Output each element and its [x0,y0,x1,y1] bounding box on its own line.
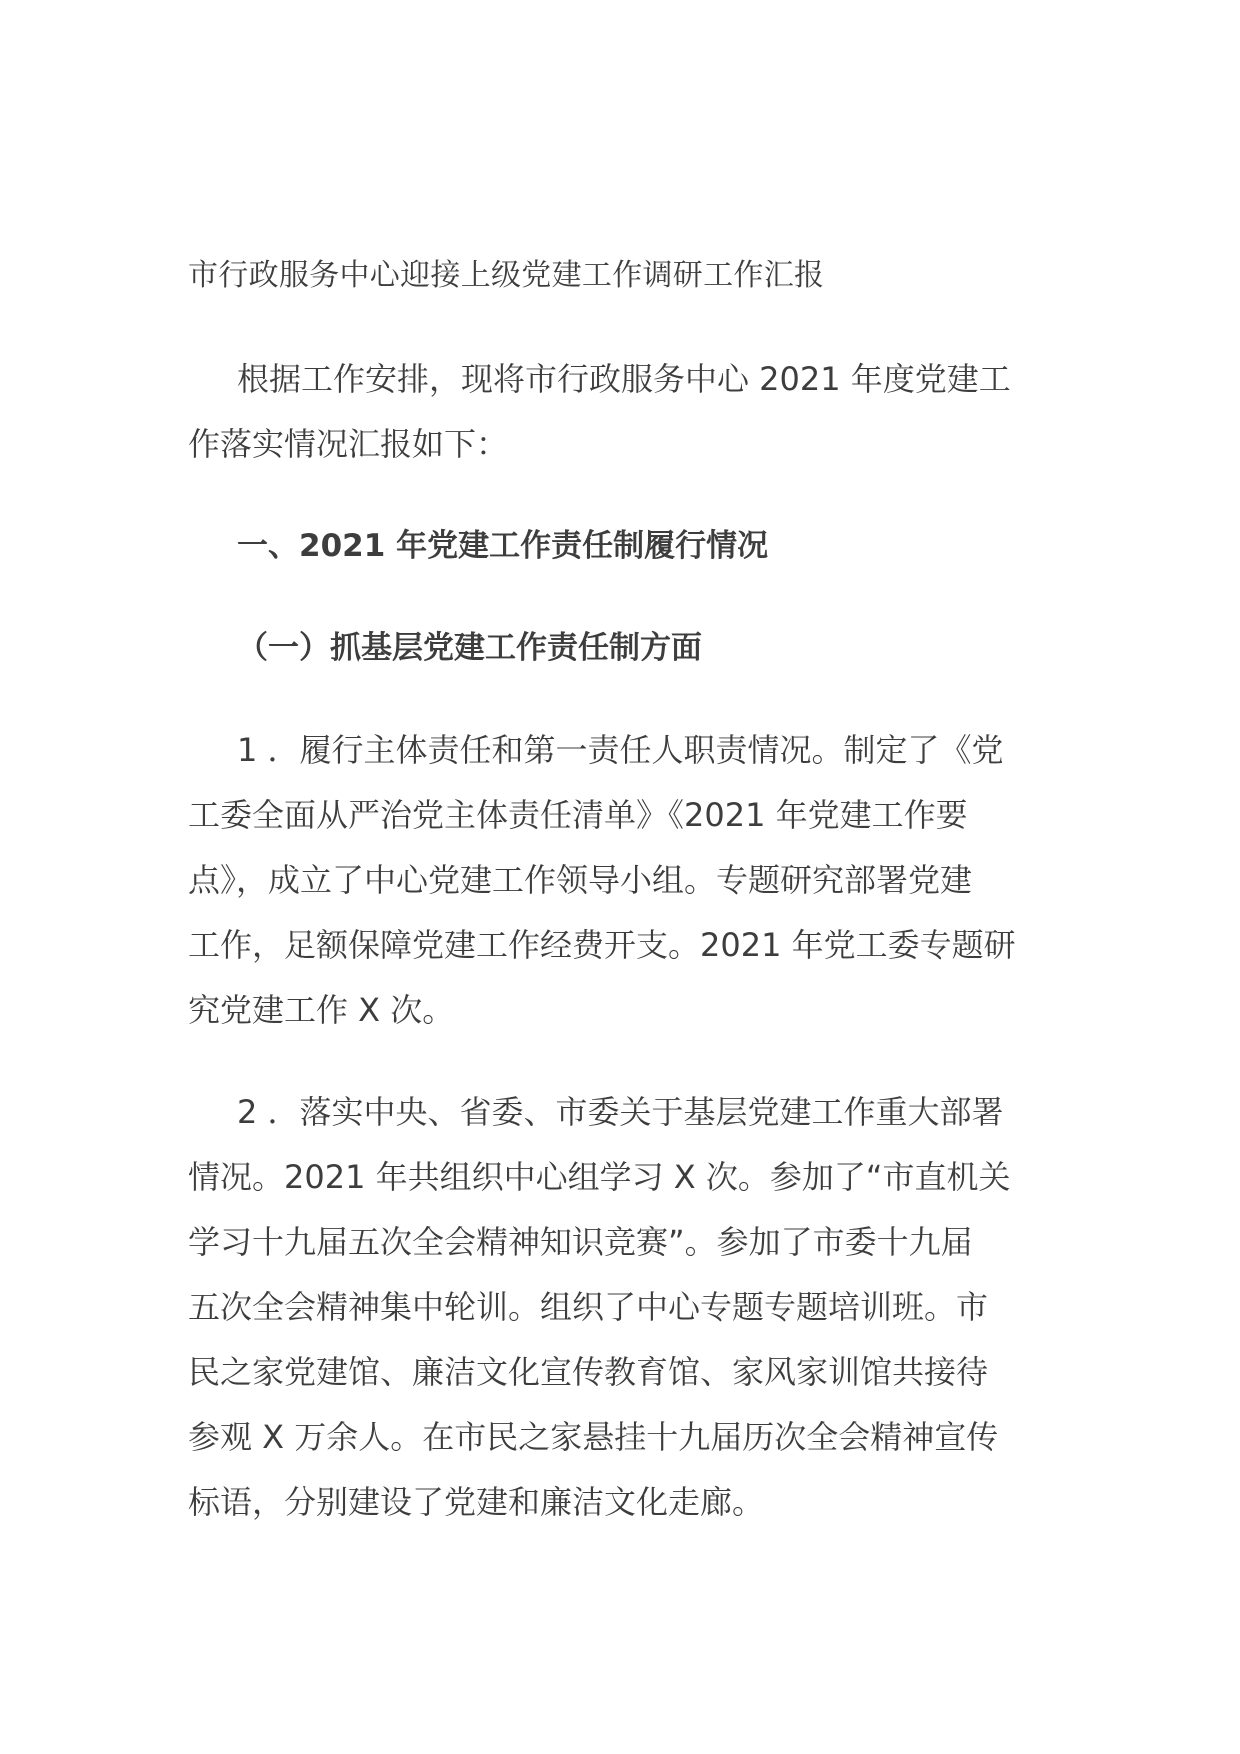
spacer [188,579,1058,616]
item-2-line-6: 参观 X 万余人。在市民之家悬挂十九届历次全会精神宣传 [188,1418,999,1456]
item-1-line-5: 究党建工作 X 次。 [188,991,455,1029]
item-1-line-3: 点》，成立了中心党建工作领导小组。专题研究部署党建 [188,861,973,899]
item-1-line-1: 1 ．履行主体责任和第一责任人职责情况。制定了《党 [237,731,1004,769]
item-1-paragraph [188,718,1058,1043]
item-2-line-7: 标语，分别建设了党建和廉洁文化走廊。 [188,1483,765,1521]
item-2-line-3: 学习十九届五次全会精神知识竞赛”。参加了市委十九届 [188,1223,973,1261]
spacer [188,477,1058,514]
intro-line-1: 根据工作安排，现将市行政服务中心 2021 年度党建工 [237,360,1011,398]
document-body [188,245,1058,1535]
intro-paragraph [188,347,1058,477]
document-title: 市行政服务中心迎接上级党建工作调研工作汇报 [188,258,825,293]
spacer [188,1043,1058,1080]
item-2-line-1: 2 ．落实中央、省委、市委关于基层党建工作重大部署 [237,1093,1004,1131]
item-1-line-4: 工作，足额保障党建工作经费开支。2021 年党工委专题研 [188,926,1016,964]
subsection-heading: （一）抓基层党建工作责任制方面 [237,630,702,666]
item-2-line-4: 五次全会精神集中轮训。组织了中心专题专题培训班。市 [188,1288,989,1326]
item-2-line-2: 情况。2021 年共组织中心组学习 X 次。参加了“市直机关 [188,1158,1011,1196]
item-2-line-5: 民之家党建馆、廉洁文化宣传教育馆、家风家训馆共接待 [188,1353,989,1391]
section-heading: 一、2021 年党建工作责任制履行情况 [237,528,769,564]
spacer [188,307,1058,347]
spacer [188,681,1058,718]
item-2-paragraph [188,1080,1058,1535]
intro-line-2: 作落实情况汇报如下： [188,425,509,463]
item-1-line-2: 工委全面从严治党主体责任清单》《2021 年党建工作要 [188,796,968,834]
